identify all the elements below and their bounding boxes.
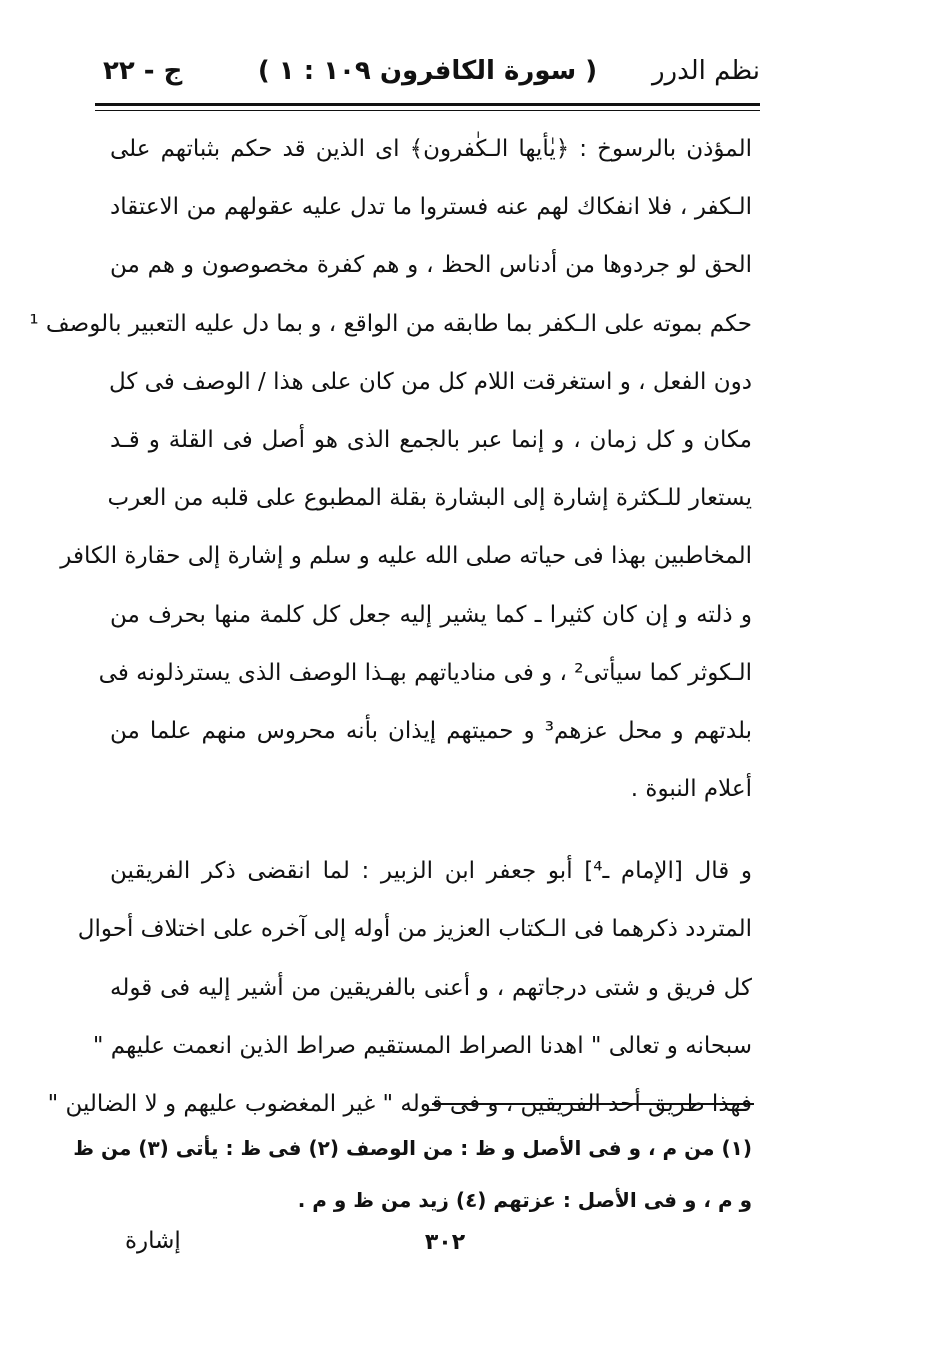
text-line: المخاطبین بهذا فی حیاته صلی الله علیه و سلم و إشارة إلی حقارة الکافر (60, 543, 752, 570)
text-line: بلدتهم و محل عزهم³ و حمیتهم إیذان بأنه محروس منهم علما من (110, 717, 752, 744)
text-line: حکم بموته علی الـکفر بما طابقه من الواقع ، و بما دل علیه التعبیر بالوصف ¹ (29, 310, 752, 337)
text-line: و ذلته و إن کان کثیرا ـ کما یشیر إلیه جعل کل کلمة منها بحرف من (110, 601, 752, 628)
catchword: إشارة (125, 1228, 181, 1254)
text-line (110, 959, 752, 1017)
page-number: ٣٠٢ (424, 1230, 466, 1255)
text-line-content: دون الفعل ، و استغرقت اللام کل من کان علی هذا / الوصف فی کل (108, 368, 752, 395)
text-line (98, 644, 752, 702)
volume-number: ج - ٢٢ (103, 56, 183, 86)
footnote-rule (432, 1103, 754, 1105)
text-line: یستعار للـکثرة إشارة إلی البشارة بقلة المطبوع علی قلبه من العرب (107, 485, 752, 512)
text-line: أعلام النبوة . (630, 776, 752, 803)
footnotes (73, 1122, 752, 1226)
footnote-line: (١) من م ، و فی الأصل و ظ : من الوصف (٢) فی ظ : یأتی (٣) من ظ (73, 1136, 752, 1160)
header-rule-thick (95, 103, 760, 106)
text-line: و قال [الإمام ـ⁴] أبو جعفر ابن الزبیر : لما انقضی ذکر الفریقین (110, 858, 752, 885)
text-line: الـکفر ، فلا انفکاك لهم عنه فستروا ما تدل علیه عقولهم من الاعتقاد (110, 194, 752, 221)
text-line: المتردد ذکرهما فی الـکتاب العزیز من أوله إلی آخره علی اختلاف أحوال (77, 916, 752, 943)
text-line: مکان و کل زمان ، و إنما عبر بالجمع الذی هو أصل فی القلة و قـد (110, 426, 752, 453)
header-rule-thin (95, 110, 760, 111)
text-line: سبحانه و تعالی " اهدنا الصراط المستقیم صراط الذین انعمت علیهم " (92, 1032, 752, 1059)
running-header (95, 48, 760, 98)
text-line: فهذا طریق أحد الفریقین ، و فی قوله " غیر المغضوب علیهم و لا الضالین " (47, 1091, 752, 1117)
footnote-line: و م ، و فی الأصل : عزتهم (٤) زید من ظ و م . (297, 1188, 752, 1212)
text-line: المؤذن بالرسوخ : ﴿يٰأيها الـكٰفرون﴾ ای الذین قد حکم بثباتهم علی (110, 136, 752, 162)
main-text (29, 120, 752, 1133)
book-title: نظم الدرر (651, 56, 760, 86)
text-line: الحق لو جردوها من أدناس الحظ ، و هم کفرة مخصوصون و هم من (110, 252, 752, 279)
surah-reference: ( سورة الكافرون ١٠٩ : ١ ) (257, 56, 598, 86)
text-line (110, 353, 752, 411)
text-line-content: کل فریق و شتی درجاتهم ، و أعنی بالفریقین من أشیر إلیه فی قوله (110, 974, 752, 1001)
text-line-content: الـکوثر کما سیأتی² ، و فی منادیاتهم بهـذا الوصف الذی یسترذلونه فی (98, 659, 752, 686)
